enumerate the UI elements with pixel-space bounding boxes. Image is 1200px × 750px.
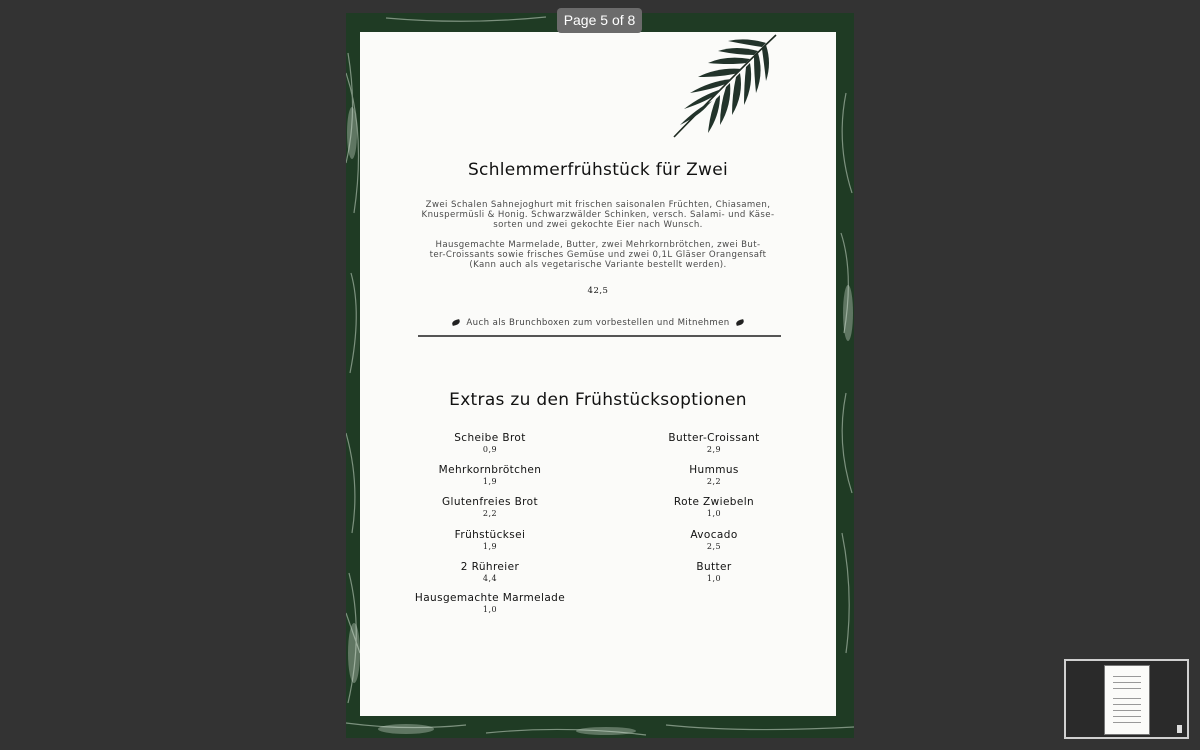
extra-item-price: 1,0: [482, 605, 498, 614]
extra-item-price: 4,4: [482, 574, 498, 583]
leaf-icon: [735, 319, 744, 326]
description-line: Knuspermüsli & Honig. Schwarzwälder Schinken, versch. Salami- und Käse-: [421, 210, 775, 221]
extra-item-name: Rote Zwiebeln: [673, 496, 755, 508]
leaf-icon: [452, 319, 461, 326]
thumbnail-text-line: [1113, 688, 1141, 689]
breakfast-description-1: [398, 200, 798, 231]
page-thumbnail-navigator[interactable]: [1064, 659, 1189, 739]
extra-item-name: Hummus: [689, 464, 739, 476]
thumbnail-text-line: [1113, 722, 1141, 723]
breakfast-description-2: [398, 240, 798, 271]
page-indicator: Page 5 of 8: [557, 8, 642, 33]
breakfast-title: Schlemmerfrühstück für Zwei: [467, 160, 729, 180]
extra-item-price: 1,9: [482, 477, 498, 486]
brunchbox-note-text: Auch als Brunchboxen zum vorbestellen und Mitnehmen: [466, 318, 730, 328]
extra-item-name: Hausgemachte Marmelade: [414, 592, 566, 604]
extra-item-price: 1,0: [706, 574, 722, 583]
extra-item-price: 0,9: [482, 445, 498, 454]
extra-item-price: 1,9: [482, 542, 498, 551]
thumbnail-text-line: [1113, 716, 1141, 717]
extra-item-name: Frühstücksei: [454, 529, 526, 541]
palm-leaf-illustration: [666, 33, 778, 139]
thumbnail-text-line: [1113, 698, 1141, 699]
extras-title: Extras zu den Frühstücksoptionen: [449, 390, 747, 410]
extra-item-price: 1,0: [706, 509, 722, 518]
extra-item-name: Scheibe Brot: [454, 432, 526, 444]
description-line: ter-Croissants sowie frisches Gemüse und zwei 0,1L Gläser Orangensaft: [429, 250, 767, 261]
extra-item-price: 2,9: [706, 445, 722, 454]
extra-item-name: 2 Rühreier: [460, 561, 520, 573]
extra-item-name: Mehrkornbrötchen: [438, 464, 542, 476]
thumbnail-current-page[interactable]: [1104, 665, 1150, 735]
thumbnail-text-line: [1113, 682, 1141, 683]
breakfast-price: 42,5: [587, 286, 609, 296]
extra-item-name: Butter: [696, 561, 732, 573]
extra-item-name: Butter-Croissant: [668, 432, 760, 444]
extra-item-price: 2,5: [706, 542, 722, 551]
description-line: sorten und zwei gekochte Eier nach Wunsch.: [493, 220, 703, 231]
extra-item-name: Glutenfreies Brot: [442, 496, 538, 508]
description-line: (Kann auch als vegetarische Variante bestellt werden).: [469, 260, 727, 271]
thumbnail-text-line: [1113, 676, 1141, 677]
description-line: Zwei Schalen Sahnejoghurt mit frischen saisonalen Früchten, Chiasamen,: [425, 200, 771, 210]
description-line: Hausgemachte Marmelade, Butter, zwei Mehrkornbrötchen, zwei But-: [435, 240, 761, 250]
extra-item-price: 2,2: [706, 477, 722, 486]
extra-item-name: Avocado: [690, 529, 738, 541]
page-icon[interactable]: [1177, 725, 1182, 733]
thumbnail-text-line: [1113, 710, 1141, 711]
brunchbox-note: [360, 318, 836, 328]
section-divider: [418, 335, 781, 337]
extra-item-price: 2,2: [482, 509, 498, 518]
thumbnail-text-line: [1113, 704, 1141, 705]
